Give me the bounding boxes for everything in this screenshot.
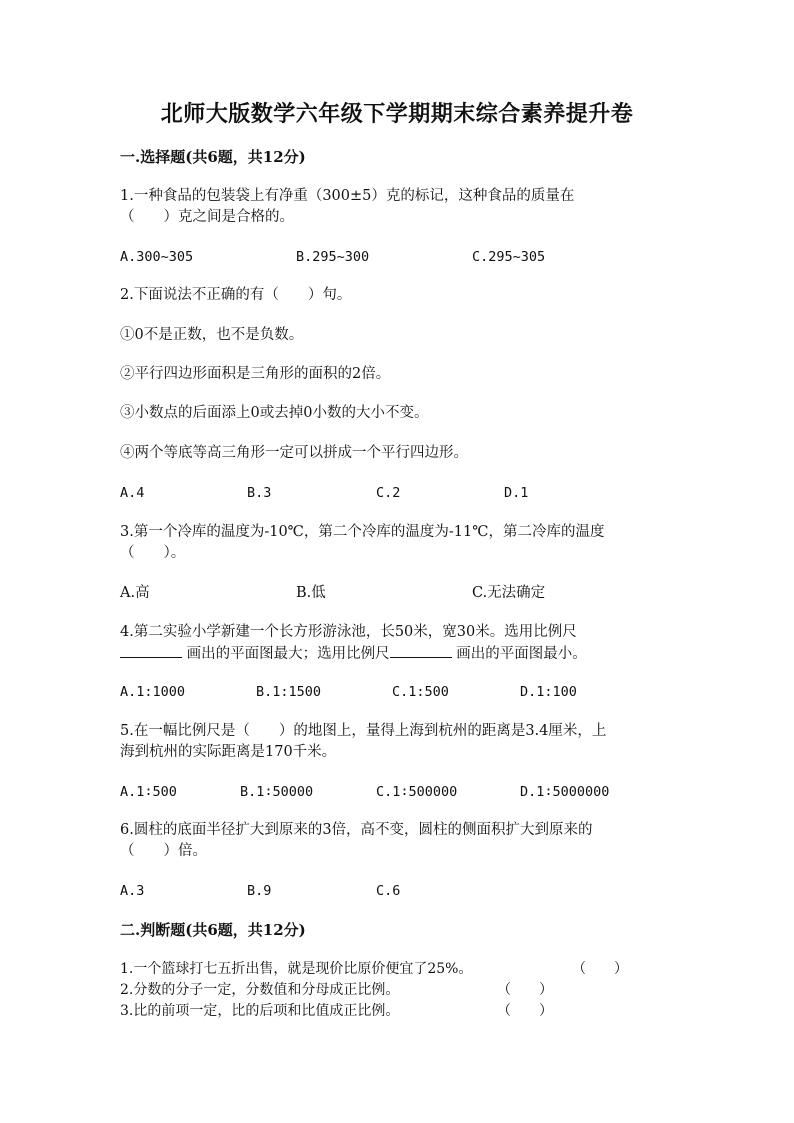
judgement-2-text: 2.分数的分子一定，分数值和分母成正比例。 [120,982,400,998]
question-5-line-2: 海到杭州的实际距离是170千米。 [120,744,337,760]
question-5-option-b: B.1∶50000 [240,784,314,800]
question-6-option-c: C.6 [376,883,401,899]
question-6-line-2: （ ）倍。 [120,843,207,859]
question-3-line-2: （ ）。 [120,545,186,561]
judgement-2-answer-box[interactable]: （ ） [497,982,553,998]
answer-blank-2[interactable] [390,643,452,658]
page-title: 北师大版数学六年级下学期期末综合素养提升卷 [160,101,634,127]
question-3-option-c: C.无法确定 [472,585,546,601]
question-1-option-c: C.295~305 [472,249,546,265]
question-1-line-2: （ ）克之间是合格的。 [120,209,294,225]
question-4-line-2 [120,643,587,664]
judgement-1-text: 1.一个篮球打七五折出售，就是现价比原价便宜了25%。 [120,961,473,977]
question-2-statement-2: ②平行四边形面积是三角形的面积的2倍。 [120,366,391,382]
question-3-option-b: B.低 [296,585,326,601]
question-4-line-1: 4.第二实验小学新建一个长方形游泳池，长50米，宽30米。选用比例尺 [120,624,577,640]
question-1-option-a: A.300~305 [120,249,194,265]
question-4-line-2-part-2: 画出的平面图最小。 [456,646,587,662]
question-2-option-b: B.3 [247,485,272,501]
question-2-statement-4: ④两个等底等高三角形一定可以拼成一个平行四边形。 [120,445,468,461]
question-2-option-a: A.4 [120,485,145,501]
question-6-line-1: 6.圆柱的底面半径扩大到原来的3倍，高不变，圆柱的侧面积扩大到原来的 [120,822,593,838]
question-2-statement-3: ③小数点的后面添上0或去掉0小数的大小不变。 [120,405,429,421]
question-4-option-d: D.1:100 [520,684,577,700]
question-2-option-d: D.1 [504,485,529,501]
question-2-option-c: C.2 [376,485,401,501]
section-heading-choice: 一.选择题(共6题，共12分) [120,148,306,166]
judgement-3-answer-box[interactable]: （ ） [497,1003,553,1019]
question-4-option-b: B.1:1500 [256,684,322,700]
question-1-option-b: B.295~300 [296,249,370,265]
answer-blank-1[interactable] [120,643,182,658]
question-6-option-a: A.3 [120,883,145,899]
question-4-line-2-part-1: 画出的平面图最大；选用比例尺 [186,646,390,662]
question-5-option-c: C.1∶500000 [376,784,458,800]
question-4-option-c: C.1:500 [392,684,449,700]
judgement-3-text: 3.比的前项一定，比的后项和比值成正比例。 [120,1003,400,1019]
question-2-line-1: 2.下面说法不正确的有（ ）句。 [120,287,352,303]
question-6-option-b: B.9 [247,883,272,899]
question-3-line-1: 3.第一个冷库的温度为-10℃，第二个冷库的温度为-11℃，第二冷库的温度 [120,524,605,540]
question-5-line-1: 5.在一幅比例尺是（ ）的地图上，量得上海到杭州的距离是3.4厘米，上 [120,723,607,739]
question-1-line-1: 1.一种食品的包装袋上有净重（300±5）克的标记，这种食品的质量在 [120,188,575,204]
question-4-option-a: A.1:1000 [120,684,186,700]
question-5-option-d: D.1∶5000000 [520,784,610,800]
judgement-1-answer-box[interactable]: （ ） [572,961,628,977]
question-3-option-a: A.高 [120,585,150,601]
section-heading-judgement: 二.判断题(共6题，共12分) [120,921,306,939]
question-2-statement-1: ①0不是正数，也不是负数。 [120,327,304,343]
question-5-option-a: A.1∶500 [120,784,177,800]
